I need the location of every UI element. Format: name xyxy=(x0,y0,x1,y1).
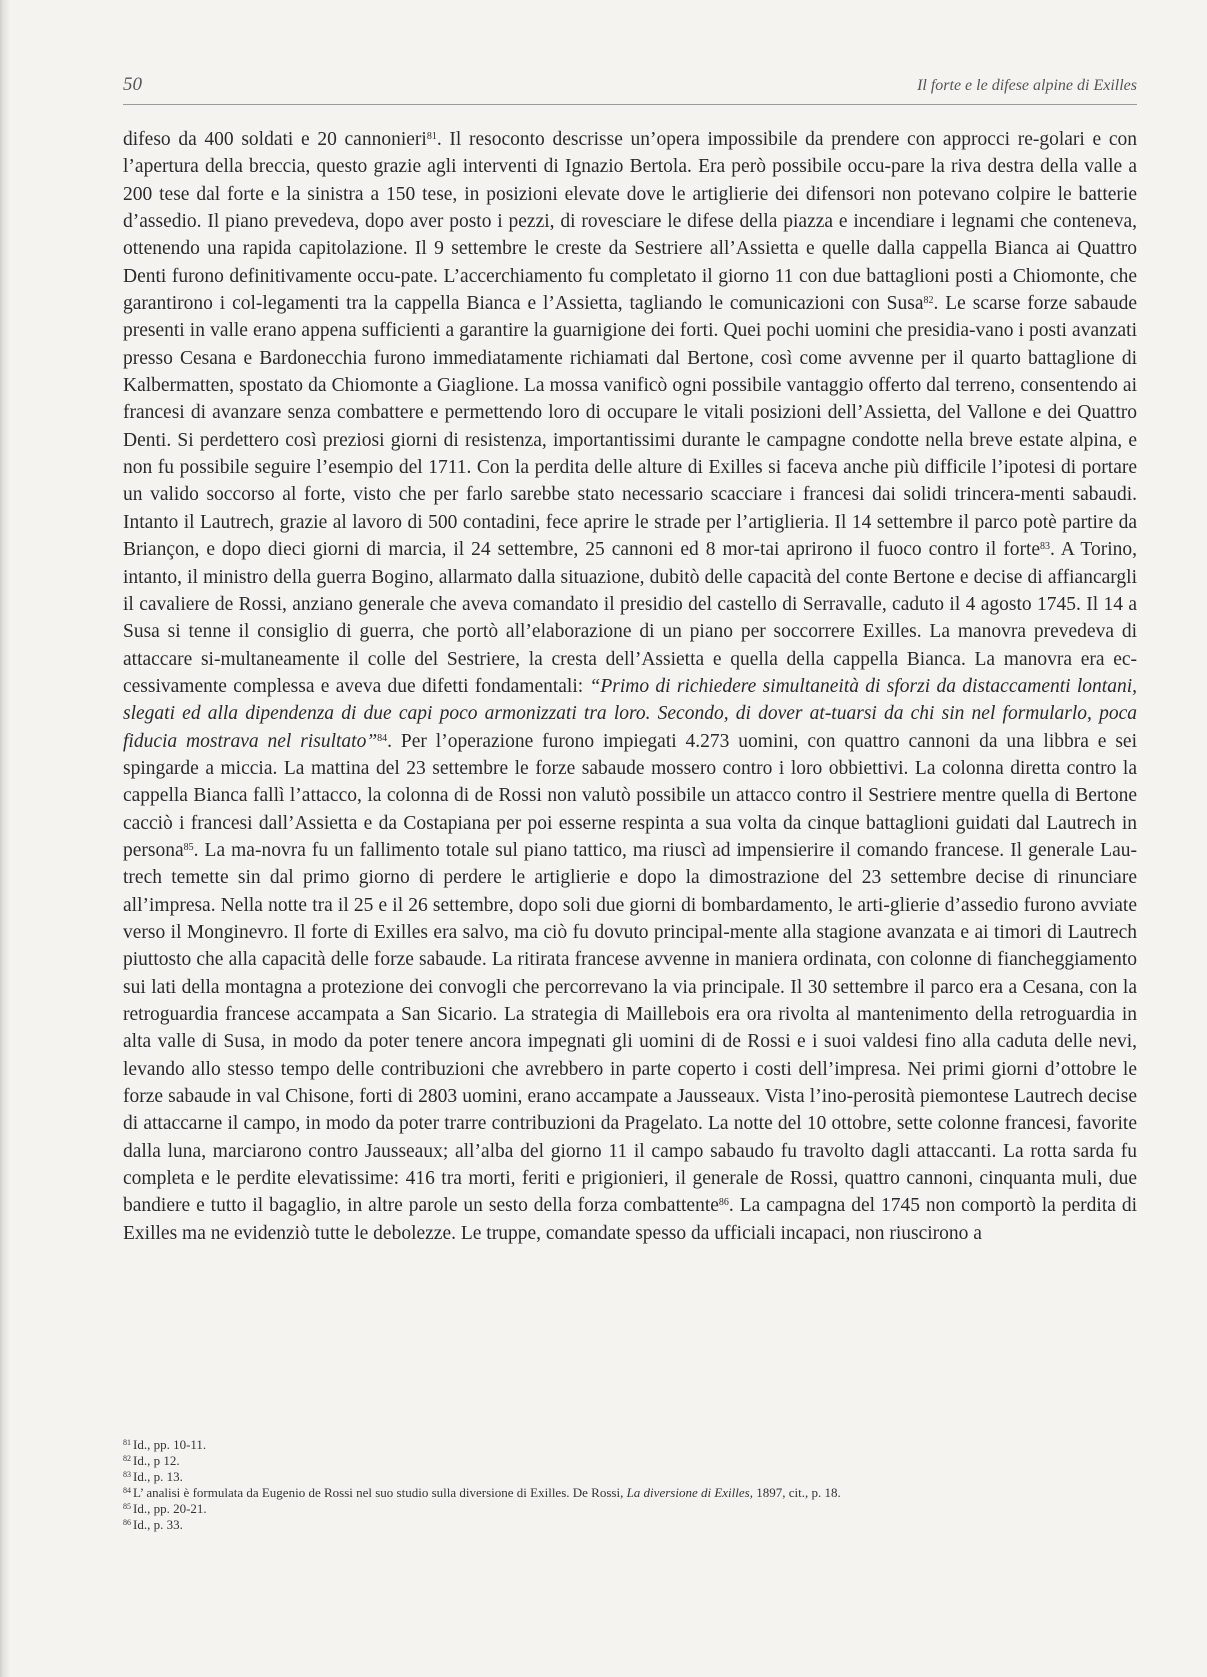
footnote-84 xyxy=(123,1485,1137,1501)
footnote-number: 83 xyxy=(123,1470,131,1479)
footnotes xyxy=(123,1437,1137,1533)
footnote-ref-86[interactable]: 86 xyxy=(718,1197,729,1209)
body-text-segment: . Il resoconto descrisse un’opera impossibile da prendere con approcci re-golari e con l’apertura della breccia, questo grazie agli interventi di Ignazio Bertola. Era però possibile occu-pare la riva destra della valle a 200 tese dal forte e la sinistra a 150 tese, in posizioni elevate dove le artiglierie dei difensori non potevano colpire le batterie d’assedio. Il piano prevedeva, dopo aver posto i pezzi, di rovesciare le difese della piazza e incendiare i legnami che conteneva, ottenendo una rapida capitolazione. Il 9 settembre le creste da Sestriere all’Assietta e quelle dalla cappella Bianca ai Quattro Denti furono definitivamente occu-pate. L’accerchiamento fu completato il giorno 11 con due battaglioni posti a Chiomonte, che garantirono i col-legamenti tra la cappella Bianca e l’Assietta, tagliando le comunicazioni con Susa xyxy=(123,129,1137,315)
footnote-83 xyxy=(123,1469,1137,1485)
page-header xyxy=(123,74,1137,105)
footnote-text: , 1897, cit., p. 18. xyxy=(749,1485,841,1500)
body-text-segment: . Le scarse forze sabaude presenti in valle erano appena sufficienti a garantire la guarnigione dei forti. Quei pochi uomini che presidia-vano i posti avanzati presso Cesana e Bardonecchia furono immediatamente richiamati dal Bertone, così come avvenne per il quarto battaglione di Kalbermatten, spostato da Chiomonte a Giaglione. La mossa vanificò ogni possibile vantaggio offerto dal terreno, consentendo ai francesi di avanzare senza combattere e permettendo loro di occupare le vitali posizioni dell’Assietta, del Vallone e dei Quattro Denti. Si perdettero così preziosi giorni di resistenza, importantissimi durante le campagne condotte nella breve estate alpina, e non fu possibile seguire l’esempio del 1711. Con la perdita delle alture di Exilles si faceva anche più difficile l’ipotesi di portare un valido soccorso al forte, visto che per farlo sarebbe stato necessario scacciare i francesi dai solidi trincera-menti sabaudi. Intanto il Lautrech, grazie al lavoro di 500 contadini, fece aprire le strade per l’artiglieria. Il 14 settembre il parco potè partire da Briançon, e dopo dieci giorni di marcia, il 24 settembre, 25 cannoni ed 8 mor-tai aprirono il fuoco contro il forte xyxy=(123,293,1137,561)
footnote-85 xyxy=(123,1501,1137,1517)
footnote-number: 86 xyxy=(123,1518,131,1527)
body-text-segment: difeso da 400 soldati e 20 cannonieri xyxy=(123,129,427,150)
quotation: “Primo di richiedere simultaneità di sforzi da distaccamenti lontani, slegati ed alla dipendenza di due capi poco armonizzati tra loro. Secondo, di dover at-tuarsi da chi sin nel formularlo, poca fiducia mostrava nel risultato” xyxy=(123,675,1137,752)
footnote-number: 84 xyxy=(123,1486,131,1495)
footnote-text: Id., pp. 10-11. xyxy=(133,1437,207,1452)
footnote-82 xyxy=(123,1453,1137,1469)
footnote-ref-84[interactable]: 84 xyxy=(377,732,388,744)
page-number: 50 xyxy=(123,74,142,95)
footnote-book-title: La diversione di Exilles xyxy=(626,1485,750,1500)
body-paragraph xyxy=(123,126,1137,1247)
footnote-ref-82[interactable]: 82 xyxy=(923,295,934,307)
footnote-text: L’ analisi è formulata da Eugenio de Rossi nel suo studio sulla diversione di Exilles. De Rossi, xyxy=(133,1485,627,1500)
running-title: Il forte e le difese alpine di Exilles xyxy=(917,77,1137,94)
body-text-segment: . La ma-novra fu un fallimento totale sul piano tattico, ma riuscì ad impensierire il comando francese. Il generale Lau-trech temette sin dal primo giorno di perdere le artiglierie e dopo la dimostrazione del 23 settembre decise di rinunciare all’impresa. Nella notte tra il 25 e il 26 settembre, dopo soli due giorni di bombardamento, le arti-glierie d’assedio furono avviate verso il Monginevro. Il forte di Exilles era salvo, ma ciò fu dovuto principal-mente alla stagione avanzata e ai timori di Lautrech piuttosto che alla capacità delle forze sabaude. La ritirata francese avvenne in maniera ordinata, con colonne di fiancheggiamento sui lati della montagna a protezione dei convogli che percorrevano la via principale. Il 30 settembre il parco era a Cesana, con la retroguardia francese accampata a San Sicario. La strategia di Maillebois era ora rivolta al mantenimento della retroguardia in alta valle di Susa, in modo da poter tenere ancora impegnati gli uomini di de Rossi e i suoi valdesi fino alla caduta delle nevi, levando allo stesso tempo delle contribuzioni che avrebbero in parte coperto i costi dell’impresa. Nei primi giorni d’ottobre le forze sabaude in val Chisone, forti di 2803 uomini, erano accampate a Jausseaux. Vista l’ino-perosità piemontese Lautrech decise di attaccarne il campo, in modo da poter trarre contribuzioni da Pragelato. La notte del 10 ottobre, sette colonne francesi, favorite dalla luna, marciarono contro Jausseaux; all’alba del giorno 11 il campo sabaudo fu travolto dagli attaccanti. La rotta sarda fu completa e le perdite elevatissime: 416 tra morti, feriti e prigionieri, il generale de Rossi, quattro cannoni, cinquanta muli, due bandiere e tutto il bagaglio, in altre parole un sesto della forza combattente xyxy=(123,839,1137,1217)
page-binding-edge xyxy=(0,0,10,1677)
footnote-81 xyxy=(123,1437,1137,1453)
footnote-ref-83[interactable]: 83 xyxy=(1040,541,1051,553)
body-text-segment: . Per l’operazione furono impiegati 4.273 uomini, con quattro cannoni da una libbra e sei spingarde a miccia. La mattina del 23 settembre le forze sabaude mossero contro i loro obbiettivi. La colonna diretta contro la cappella Bianca fallì l’attacco, la colonna di de Rossi non valutò possibile un attacco contro il Sestriere mentre quella di Bertone cacciò i francesi dall’Assietta e da Costapiana per poi esserne respinta a sua volta da cinque battaglioni guidati dal Lautrech in persona xyxy=(123,730,1137,861)
footnote-ref-81[interactable]: 81 xyxy=(426,131,437,142)
footnote-text: Id., pp. 20-21. xyxy=(133,1501,207,1516)
footnote-86 xyxy=(123,1517,1137,1533)
footnote-number: 82 xyxy=(123,1454,131,1463)
body-text-segment: . A Torino, intanto, il ministro della guerra Bogino, allarmato dalla situazione, dubitò delle capacità del conte Bertone e decise di affiancargli il cavaliere de Rossi, anziano generale che aveva comandato il presidio del castello di Serravalle, caduto il 4 agosto 1745. Il 14 a Susa si tenne il consiglio di guerra, che portò all’elaborazione di un piano per soccorrere Exilles. La manovra prevedeva di attaccare si-multaneamente il colle del Sestriere, la cresta dell’Assietta e quella della cappella Bianca. La manovra era ec-cessivamente complessa e aveva due difetti fondamentali: xyxy=(123,539,1137,697)
footnote-ref-85[interactable]: 85 xyxy=(183,841,194,853)
footnote-text: Id., p. 13. xyxy=(133,1469,183,1484)
footnote-number: 81 xyxy=(123,1438,131,1447)
body-text-segment: . La campagna del 1745 non comportò la perdita di Exilles ma ne evidenziò tutte le debolezze. Le truppe, comandate spesso da ufficiali incapaci, non riuscirono a xyxy=(123,1195,1138,1244)
footnote-number: 85 xyxy=(123,1502,131,1511)
footnote-text: Id., p 12. xyxy=(133,1453,180,1468)
footnote-text: Id., p. 33. xyxy=(133,1517,183,1532)
